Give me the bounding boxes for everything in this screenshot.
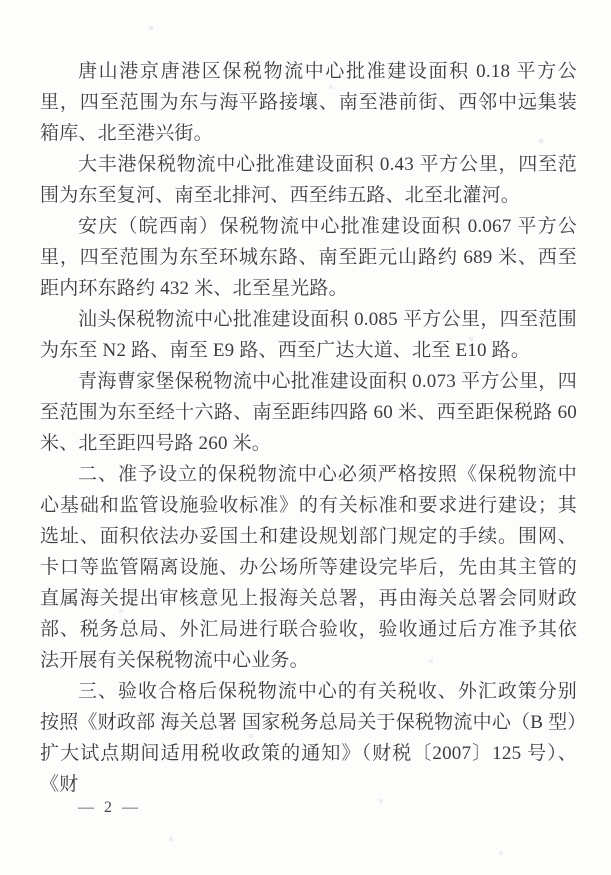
paragraph-clause-three: 三、验收合格后保税物流中心的有关税收、外汇政策分别按照《财政部 海关总署 国家税务总局关于保税物流中心（B 型）扩大试点期间适用税收政策的通知》（财税〔2007〕125 号）、《财 [40,681,577,795]
paragraph-tangshan: 唐山港京唐港区保税物流中心批准建设面积 0.18 平方公里，四至范围为东与海平路接壤、南至港前街、西邻中远集装箱库、北至港兴街。 [40,61,577,144]
paragraph-dafeng: 大丰港保税物流中心批准建设面积 0.43 平方公里，四至范围为东至复河、南至北排河、西至纬五路、北至北灌河。 [40,154,577,206]
paragraph-clause-two: 二、准予设立的保税物流中心必须严格按照《保税物流中心基础和监管设施验收标准》的有关标准和要求进行建设；其选址、面积依法办妥国土和建设规划部门规定的手续。围网、卡口等监管隔离设施、办公场所等建设完毕后，先由其主管的直属海关提出审核意见上报海关总署，再由海关总署会同财政部、税务总局、外汇局进行联合验收，验收通过后方准予其依法开展有关保税物流中心业务。 [40,464,577,671]
paragraph-shantou: 汕头保税物流中心批准建设面积 0.085 平方公里，四至范围为东至 N2 路、南至 E9 路、西至广达大道、北至 E10 路。 [40,309,577,361]
scan-noise-speckles [0,0,2,2]
paragraph-qinghai: 青海曹家堡保税物流中心批准建设面积 0.073 平方公里，四至范围为东至经十六路、南至距纬四路 60 米、西至距保税路 60 米、北至距四号路 260 米。 [40,371,577,454]
document-body [40,56,577,800]
paragraph-anqing: 安庆（皖西南）保税物流中心批准建设面积 0.067 平方公里，四至范围为东至环城东路、南至距元山路约 689 米、西至距内环东路约 432 米、北至星光路。 [40,216,577,299]
page-number: — 2 — [78,799,141,816]
